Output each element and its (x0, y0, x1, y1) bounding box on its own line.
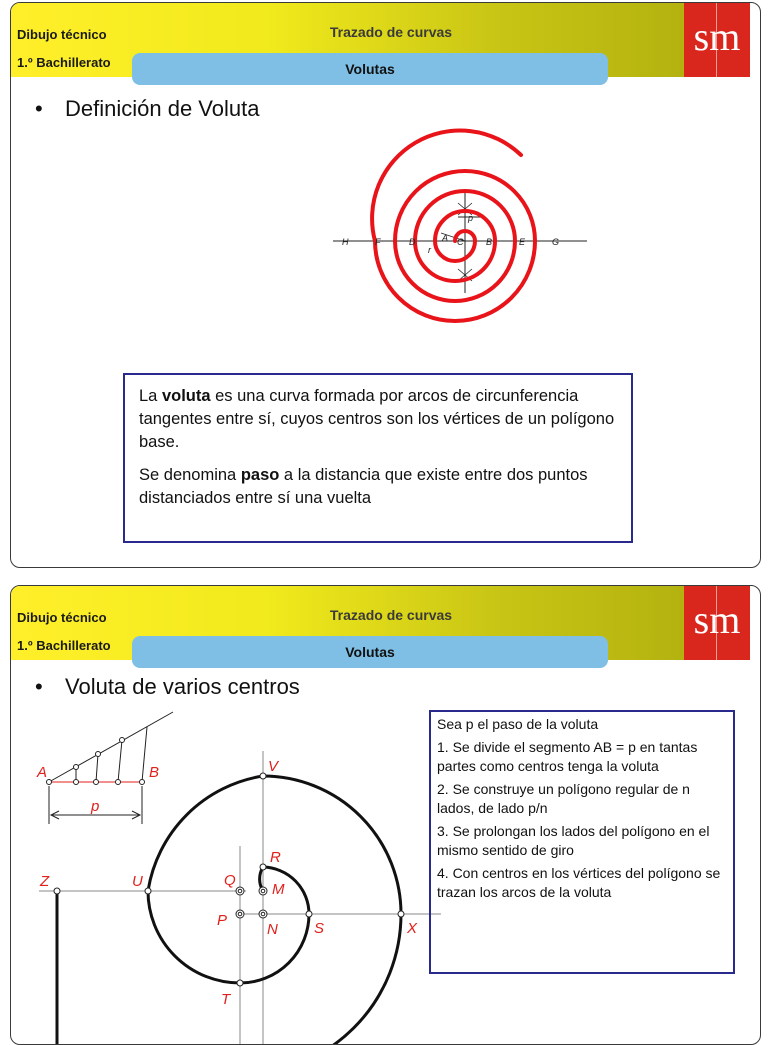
label-T: T (221, 991, 231, 1008)
slide-heading: • Definición de Voluta (35, 96, 260, 121)
logo-text: sm (693, 14, 741, 59)
heading-text: Definición de Voluta (65, 96, 260, 121)
label-V: V (268, 758, 279, 775)
point-label: E (519, 237, 526, 247)
step-intro: Sea p el paso de la voluta (437, 716, 599, 732)
point-label: B (486, 237, 493, 247)
heading-text: Voluta de varios centros (65, 674, 300, 699)
point-label: H (342, 237, 349, 247)
definition-box (123, 373, 633, 543)
label-B: B (149, 764, 160, 781)
header-title: Trazado de curvas (329, 607, 453, 623)
slide-2 (10, 585, 761, 1045)
label-R: R (270, 849, 281, 866)
step-3: 3. Se prolongan los lados del polígono en el mismo sentido de giro (437, 823, 710, 858)
definition-paragraph-2: Se denomina paso a la distancia que existe entre dos puntos distanciados entre sí una vuelta (139, 466, 588, 507)
point-label: F (375, 237, 381, 247)
subject-label: Dibujo técnico (17, 27, 107, 42)
header-title: Trazado de curvas (329, 24, 453, 40)
pitch-label: p (468, 213, 474, 223)
step-4: 4. Con centros en los vértices del polígono se trazan los arcos de la voluta (437, 865, 721, 900)
subtitle-text: Volutas (345, 61, 395, 77)
slide-heading: • Voluta de varios centros (35, 674, 300, 699)
point-label: D (409, 237, 416, 247)
label-M: M (272, 881, 285, 898)
level-label: 1.º Bachillerato (17, 638, 111, 653)
label-X: X (407, 920, 418, 937)
step-1: 1. Se divide el segmento AB = p en tantas partes como centros tenga la voluta (437, 739, 698, 774)
point-label: G (552, 237, 560, 247)
label-S: S (314, 920, 325, 937)
logo-text: sm (693, 597, 741, 642)
label-p: p (91, 798, 100, 815)
label-U: U (132, 873, 143, 890)
label-Q: Q (224, 872, 236, 889)
level-label: 1.º Bachillerato (17, 55, 111, 70)
red-spiral (372, 130, 535, 321)
black-spiral (148, 776, 401, 1045)
slide-1 (10, 2, 761, 568)
definition-paragraph-1: La voluta es una curva formada por arcos de circunferencia tangentes entre sí, cuyos centros son los vértices de un polígono base. (139, 387, 615, 451)
subtitle-text: Volutas (345, 644, 395, 660)
radius-label: r (428, 245, 431, 255)
label-A: A (37, 764, 48, 781)
label-Z: Z (40, 873, 50, 890)
step-2: 2. Se construye un polígono regular de n lados, de lado p/n (437, 781, 690, 816)
subject-label: Dibujo técnico (17, 610, 107, 625)
point-label: C (457, 237, 464, 247)
voluta-diagram (11, 3, 761, 373)
steps-box (429, 710, 735, 974)
label-N: N (267, 921, 278, 938)
label-P: P (217, 912, 228, 929)
construction-axes (39, 751, 441, 1045)
point-label: A (442, 233, 449, 243)
